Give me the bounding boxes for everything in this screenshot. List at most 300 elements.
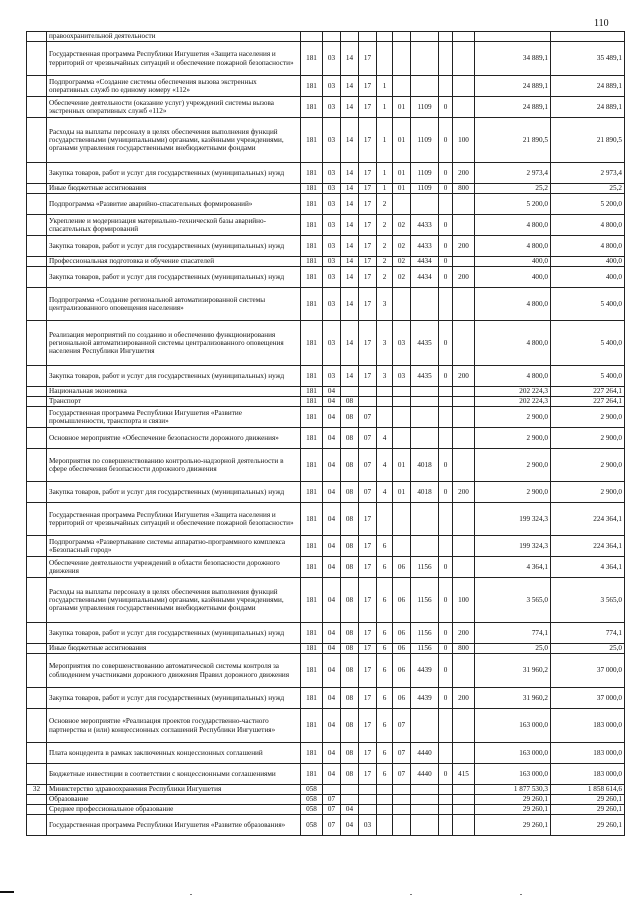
classification-code: 0 xyxy=(439,688,453,709)
classification-code: 08 xyxy=(341,688,359,709)
classification-code xyxy=(393,407,411,428)
classification-code: 2 xyxy=(377,267,393,288)
classification-code: 2 xyxy=(377,215,393,236)
table-row xyxy=(27,688,625,709)
classification-code: 200 xyxy=(453,623,475,644)
classification-code: 1156 xyxy=(411,557,439,578)
classification-code: 14 xyxy=(341,97,359,118)
classification-code: 181 xyxy=(301,288,323,321)
amount-year-1: 400,0 xyxy=(475,267,551,288)
classification-code: 06 xyxy=(393,644,411,654)
amount-year-1: 2 973,4 xyxy=(475,163,551,184)
row-name: Бюджетные инвестиции в соответствии с концессионными соглашениями xyxy=(47,764,301,785)
classification-code: 0 xyxy=(439,449,453,482)
table-row xyxy=(27,785,625,795)
classification-code: 6 xyxy=(377,688,393,709)
classification-code xyxy=(377,387,393,397)
row-name: Закупка товаров, работ и услуг для государственных (муниципальных) нужд xyxy=(47,688,301,709)
amount-year-1: 2 900,0 xyxy=(475,407,551,428)
row-name: Иные бюджетные ассигнования xyxy=(47,184,301,194)
classification-code: 181 xyxy=(301,267,323,288)
classification-code: 181 xyxy=(301,428,323,449)
row-number xyxy=(27,32,47,42)
classification-code: 08 xyxy=(341,709,359,743)
classification-code: 181 xyxy=(301,449,323,482)
classification-code: 6 xyxy=(377,623,393,644)
row-number xyxy=(27,163,47,184)
classification-code: 4 xyxy=(377,482,393,503)
classification-code: 17 xyxy=(359,623,377,644)
classification-code xyxy=(453,76,475,97)
classification-code: 058 xyxy=(301,795,323,805)
row-name: Основное мероприятие «Обеспечение безопасности дорожного движения» xyxy=(47,428,301,449)
classification-code: 02 xyxy=(393,215,411,236)
classification-code xyxy=(439,194,453,215)
amount-year-1: 199 324,3 xyxy=(475,536,551,557)
classification-code: 03 xyxy=(359,815,377,836)
row-name: Плата концедента в рамках заключенных концессионных соглашений xyxy=(47,743,301,764)
classification-code xyxy=(411,288,439,321)
classification-code: 0 xyxy=(439,321,453,366)
classification-code xyxy=(377,503,393,536)
classification-code: 6 xyxy=(377,557,393,578)
classification-code: 03 xyxy=(323,257,341,267)
amount-year-1: 774,1 xyxy=(475,623,551,644)
classification-code: 04 xyxy=(323,407,341,428)
classification-code: 17 xyxy=(359,536,377,557)
classification-code: 07 xyxy=(359,407,377,428)
row-number xyxy=(27,97,47,118)
classification-code: 03 xyxy=(323,215,341,236)
amount-year-2: 224 364,1 xyxy=(551,536,625,557)
classification-code xyxy=(393,397,411,407)
classification-code: 17 xyxy=(359,557,377,578)
classification-code: 04 xyxy=(323,743,341,764)
amount-year-2: 3 565,0 xyxy=(551,578,625,623)
row-name: Транспорт xyxy=(47,397,301,407)
classification-code: 0 xyxy=(439,482,453,503)
classification-code: 04 xyxy=(323,709,341,743)
classification-code: 04 xyxy=(341,815,359,836)
classification-code: 181 xyxy=(301,163,323,184)
table-row xyxy=(27,184,625,194)
classification-code: 1 xyxy=(377,163,393,184)
amount-year-2: 25,0 xyxy=(551,644,625,654)
classification-code xyxy=(453,536,475,557)
amount-year-2: 4 364,1 xyxy=(551,557,625,578)
amount-year-2: 29 260,1 xyxy=(551,795,625,805)
row-number xyxy=(27,449,47,482)
amount-year-2: 5 200,0 xyxy=(551,194,625,215)
classification-code: 08 xyxy=(341,407,359,428)
table-row xyxy=(27,644,625,654)
classification-code: 07 xyxy=(323,815,341,836)
classification-code xyxy=(393,42,411,76)
classification-code: 04 xyxy=(323,688,341,709)
classification-code: 6 xyxy=(377,644,393,654)
row-number: 32 xyxy=(27,785,47,795)
classification-code xyxy=(453,449,475,482)
classification-code: 17 xyxy=(359,366,377,387)
classification-code: 06 xyxy=(393,623,411,644)
amount-year-1: 163 000,0 xyxy=(475,743,551,764)
amount-year-2: 2 900,0 xyxy=(551,428,625,449)
classification-code: 0 xyxy=(439,184,453,194)
row-name: Расходы на выплаты персоналу в целях обеспечения выполнения функций государственными (муниципальными) органами, казёнными учреждениями, органами управления государственными внебюджетными фондами xyxy=(47,578,301,623)
classification-code: 181 xyxy=(301,397,323,407)
row-number xyxy=(27,407,47,428)
classification-code: 415 xyxy=(453,764,475,785)
classification-code: 14 xyxy=(341,321,359,366)
page-edge-mark xyxy=(0,891,14,893)
classification-code: 04 xyxy=(323,482,341,503)
row-number xyxy=(27,764,47,785)
row-number xyxy=(27,578,47,623)
amount-year-1: 2 900,0 xyxy=(475,428,551,449)
classification-code xyxy=(439,785,453,795)
row-name: Подпрограмма «Развитие аварийно-спасательных формирований» xyxy=(47,194,301,215)
amount-year-2: 24 889,1 xyxy=(551,76,625,97)
row-name: Государственная программа Республики Ингушетия «Защита населения и территорий от чрезвычайных ситуаций и обеспечение пожарной безопасности» xyxy=(47,503,301,536)
amount-year-1: 4 800,0 xyxy=(475,288,551,321)
row-number xyxy=(27,397,47,407)
row-name: Расходы на выплаты персоналу в целях обеспечения выполнения функций государственными (муниципальными) органами, казёнными учреждениями, органами управления государственными внебюджетными фондами xyxy=(47,118,301,163)
row-name: Закупка товаров, работ и услуг для государственных (муниципальных) нужд xyxy=(47,482,301,503)
row-number xyxy=(27,623,47,644)
classification-code xyxy=(439,42,453,76)
classification-code: 1156 xyxy=(411,644,439,654)
classification-code: 181 xyxy=(301,76,323,97)
classification-code xyxy=(393,387,411,397)
classification-code xyxy=(393,805,411,815)
amount-year-2: 2 973,4 xyxy=(551,163,625,184)
classification-code: 14 xyxy=(341,236,359,257)
classification-code xyxy=(453,743,475,764)
classification-code xyxy=(359,805,377,815)
classification-code: 181 xyxy=(301,644,323,654)
classification-code: 058 xyxy=(301,805,323,815)
classification-code: 0 xyxy=(439,764,453,785)
classification-code: 17 xyxy=(359,288,377,321)
classification-code: 17 xyxy=(359,97,377,118)
classification-code: 2 xyxy=(377,257,393,267)
classification-code: 181 xyxy=(301,709,323,743)
classification-code: 01 xyxy=(393,184,411,194)
classification-code: 4435 xyxy=(411,321,439,366)
classification-code: 17 xyxy=(359,194,377,215)
row-number xyxy=(27,236,47,257)
row-name: Среднее профессиональное образование xyxy=(47,805,301,815)
classification-code: 0 xyxy=(439,236,453,257)
amount-year-1: 202 224,3 xyxy=(475,387,551,397)
budget-rows xyxy=(27,32,625,836)
classification-code: 03 xyxy=(323,163,341,184)
classification-code xyxy=(359,32,377,42)
table-row xyxy=(27,407,625,428)
classification-code xyxy=(377,805,393,815)
classification-code: 181 xyxy=(301,236,323,257)
classification-code xyxy=(411,407,439,428)
row-name: Подпрограмма «Создание региональной автоматизированной системы централизованного оповещения населения» xyxy=(47,288,301,321)
classification-code: 07 xyxy=(359,449,377,482)
classification-code xyxy=(341,785,359,795)
classification-code xyxy=(359,397,377,407)
amount-year-1: 4 800,0 xyxy=(475,215,551,236)
table-row xyxy=(27,743,625,764)
classification-code: 03 xyxy=(323,97,341,118)
classification-code: 04 xyxy=(323,536,341,557)
classification-code xyxy=(411,785,439,795)
classification-code xyxy=(453,42,475,76)
row-name: Иные бюджетные ассигнования xyxy=(47,644,301,654)
row-number xyxy=(27,118,47,163)
classification-code: 17 xyxy=(359,267,377,288)
table-row xyxy=(27,194,625,215)
amount-year-2: 4 800,0 xyxy=(551,215,625,236)
classification-code: 4434 xyxy=(411,267,439,288)
classification-code: 07 xyxy=(323,795,341,805)
classification-code: 1109 xyxy=(411,184,439,194)
row-name: Государственная программа Республики Ингушетия «Защита населения и территорий от чрезвычайных ситуаций и обеспечение пожарной безопасности» xyxy=(47,42,301,76)
classification-code: 04 xyxy=(323,428,341,449)
amount-year-2: 2 900,0 xyxy=(551,407,625,428)
classification-code: 02 xyxy=(393,267,411,288)
classification-code: 06 xyxy=(393,578,411,623)
amount-year-2: 2 900,0 xyxy=(551,482,625,503)
row-name: Профессиональная подготовка и обучение спасателей xyxy=(47,257,301,267)
classification-code: 07 xyxy=(323,805,341,815)
classification-code: 181 xyxy=(301,215,323,236)
amount-year-1: 2 900,0 xyxy=(475,482,551,503)
classification-code: 181 xyxy=(301,118,323,163)
classification-code: 181 xyxy=(301,366,323,387)
classification-code: 17 xyxy=(359,163,377,184)
classification-code: 4435 xyxy=(411,366,439,387)
classification-code: 200 xyxy=(453,366,475,387)
classification-code xyxy=(377,42,393,76)
row-name: Мероприятия по совершенствованию контрольно-надзорной деятельности в сфере обеспечения безопасности дорожного движения xyxy=(47,449,301,482)
amount-year-2: 29 260,1 xyxy=(551,805,625,815)
row-name: Национальная экономика xyxy=(47,387,301,397)
classification-code xyxy=(453,321,475,366)
row-name: Государственная программа Республики Ингушетия «Развитие образования» xyxy=(47,815,301,836)
classification-code: 1 xyxy=(377,118,393,163)
classification-code: 181 xyxy=(301,321,323,366)
classification-code xyxy=(393,785,411,795)
classification-code xyxy=(439,795,453,805)
amount-year-1: 24 889,1 xyxy=(475,97,551,118)
classification-code: 0 xyxy=(439,557,453,578)
classification-code xyxy=(439,32,453,42)
table-row xyxy=(27,267,625,288)
classification-code xyxy=(439,397,453,407)
classification-code: 07 xyxy=(393,709,411,743)
amount-year-2: 25,2 xyxy=(551,184,625,194)
classification-code xyxy=(453,32,475,42)
classification-code xyxy=(439,76,453,97)
classification-code: 181 xyxy=(301,557,323,578)
classification-code xyxy=(439,805,453,815)
classification-code: 08 xyxy=(341,764,359,785)
table-row xyxy=(27,503,625,536)
row-name: правоохранительной деятельности xyxy=(47,32,301,42)
classification-code: 058 xyxy=(301,815,323,836)
classification-code: 01 xyxy=(393,97,411,118)
classification-code: 6 xyxy=(377,536,393,557)
amount-year-1: 25,0 xyxy=(475,644,551,654)
classification-code xyxy=(411,194,439,215)
scan-speck xyxy=(190,894,192,895)
row-number xyxy=(27,42,47,76)
table-row xyxy=(27,163,625,184)
classification-code: 6 xyxy=(377,764,393,785)
classification-code: 4 xyxy=(377,428,393,449)
classification-code: 17 xyxy=(359,118,377,163)
scan-speck xyxy=(410,894,412,895)
table-row xyxy=(27,709,625,743)
classification-code: 04 xyxy=(323,557,341,578)
classification-code: 03 xyxy=(393,366,411,387)
amount-year-2: 227 264,1 xyxy=(551,397,625,407)
classification-code xyxy=(411,536,439,557)
classification-code: 0 xyxy=(439,578,453,623)
amount-year-1: 4 800,0 xyxy=(475,366,551,387)
amount-year-1: 3 565,0 xyxy=(475,578,551,623)
classification-code: 17 xyxy=(359,503,377,536)
classification-code: 04 xyxy=(323,654,341,688)
page-number: 110 xyxy=(594,18,609,29)
row-number xyxy=(27,709,47,743)
classification-code: 0 xyxy=(439,267,453,288)
classification-code: 800 xyxy=(453,644,475,654)
row-number xyxy=(27,688,47,709)
amount-year-2: 24 889,1 xyxy=(551,97,625,118)
classification-code: 01 xyxy=(393,118,411,163)
classification-code: 3 xyxy=(377,321,393,366)
table-row xyxy=(27,97,625,118)
classification-code: 0 xyxy=(439,623,453,644)
amount-year-1: 29 260,1 xyxy=(475,815,551,836)
row-number xyxy=(27,76,47,97)
row-number xyxy=(27,387,47,397)
table-row xyxy=(27,557,625,578)
classification-code: 2 xyxy=(377,194,393,215)
classification-code: 03 xyxy=(323,288,341,321)
classification-code: 08 xyxy=(341,397,359,407)
row-number xyxy=(27,215,47,236)
classification-code: 04 xyxy=(323,503,341,536)
classification-code: 1156 xyxy=(411,623,439,644)
classification-code xyxy=(453,428,475,449)
classification-code: 02 xyxy=(393,257,411,267)
row-name: Обеспечение деятельности (оказание услуг) учреждений системы вызова экстренных оперативных служб «112» xyxy=(47,97,301,118)
classification-code: 14 xyxy=(341,163,359,184)
amount-year-2: 5 400,0 xyxy=(551,321,625,366)
amount-year-1: 34 889,1 xyxy=(475,42,551,76)
classification-code: 2 xyxy=(377,236,393,257)
classification-code xyxy=(411,805,439,815)
classification-code xyxy=(341,32,359,42)
amount-year-2 xyxy=(551,32,625,42)
classification-code: 6 xyxy=(377,578,393,623)
amount-year-2: 35 489,1 xyxy=(551,42,625,76)
classification-code: 181 xyxy=(301,536,323,557)
amount-year-1: 163 000,0 xyxy=(475,709,551,743)
classification-code: 04 xyxy=(341,805,359,815)
row-name: Подпрограмма «Создание системы обеспечения вызова экстренных оперативных служб по единому номеру «112» xyxy=(47,76,301,97)
table-row xyxy=(27,578,625,623)
classification-code xyxy=(377,795,393,805)
classification-code xyxy=(341,387,359,397)
classification-code: 03 xyxy=(323,236,341,257)
classification-code: 3 xyxy=(377,288,393,321)
classification-code: 14 xyxy=(341,267,359,288)
classification-code xyxy=(377,407,393,428)
classification-code: 01 xyxy=(393,163,411,184)
classification-code xyxy=(341,795,359,805)
row-number xyxy=(27,257,47,267)
classification-code: 1109 xyxy=(411,97,439,118)
classification-code: 6 xyxy=(377,743,393,764)
table-row xyxy=(27,288,625,321)
classification-code xyxy=(439,536,453,557)
classification-code: 14 xyxy=(341,366,359,387)
classification-code xyxy=(453,407,475,428)
classification-code: 03 xyxy=(323,118,341,163)
classification-code: 200 xyxy=(453,482,475,503)
classification-code: 4433 xyxy=(411,215,439,236)
scan-speck xyxy=(520,894,522,895)
classification-code: 058 xyxy=(301,785,323,795)
classification-code xyxy=(453,397,475,407)
classification-code xyxy=(453,785,475,795)
row-name: Реализация мероприятий по созданию и обеспечению функционирования региональной автоматизированной системы централизованного оповещения населения Республики Ингушетия xyxy=(47,321,301,366)
classification-code: 181 xyxy=(301,97,323,118)
amount-year-2: 21 890,5 xyxy=(551,118,625,163)
amount-year-1: 4 364,1 xyxy=(475,557,551,578)
classification-code xyxy=(439,815,453,836)
classification-code: 1 xyxy=(377,184,393,194)
classification-code: 14 xyxy=(341,215,359,236)
classification-code: 03 xyxy=(323,267,341,288)
amount-year-2: 37 000,0 xyxy=(551,688,625,709)
classification-code: 04 xyxy=(323,578,341,623)
row-name: Закупка товаров, работ и услуг для государственных (муниципальных) нужд xyxy=(47,366,301,387)
classification-code: 06 xyxy=(393,557,411,578)
classification-code: 08 xyxy=(341,578,359,623)
classification-code xyxy=(411,387,439,397)
classification-code xyxy=(439,428,453,449)
classification-code: 0 xyxy=(439,215,453,236)
classification-code: 03 xyxy=(323,366,341,387)
classification-code: 4018 xyxy=(411,482,439,503)
classification-code xyxy=(393,194,411,215)
table-row xyxy=(27,257,625,267)
table-row xyxy=(27,428,625,449)
classification-code xyxy=(393,536,411,557)
classification-code: 181 xyxy=(301,407,323,428)
classification-code xyxy=(453,557,475,578)
table-row xyxy=(27,536,625,557)
classification-code: 08 xyxy=(341,428,359,449)
amount-year-1: 5 200,0 xyxy=(475,194,551,215)
classification-code xyxy=(453,194,475,215)
amount-year-2: 183 000,0 xyxy=(551,743,625,764)
classification-code: 0 xyxy=(439,163,453,184)
classification-code xyxy=(323,785,341,795)
classification-code: 17 xyxy=(359,743,377,764)
table-row xyxy=(27,215,625,236)
